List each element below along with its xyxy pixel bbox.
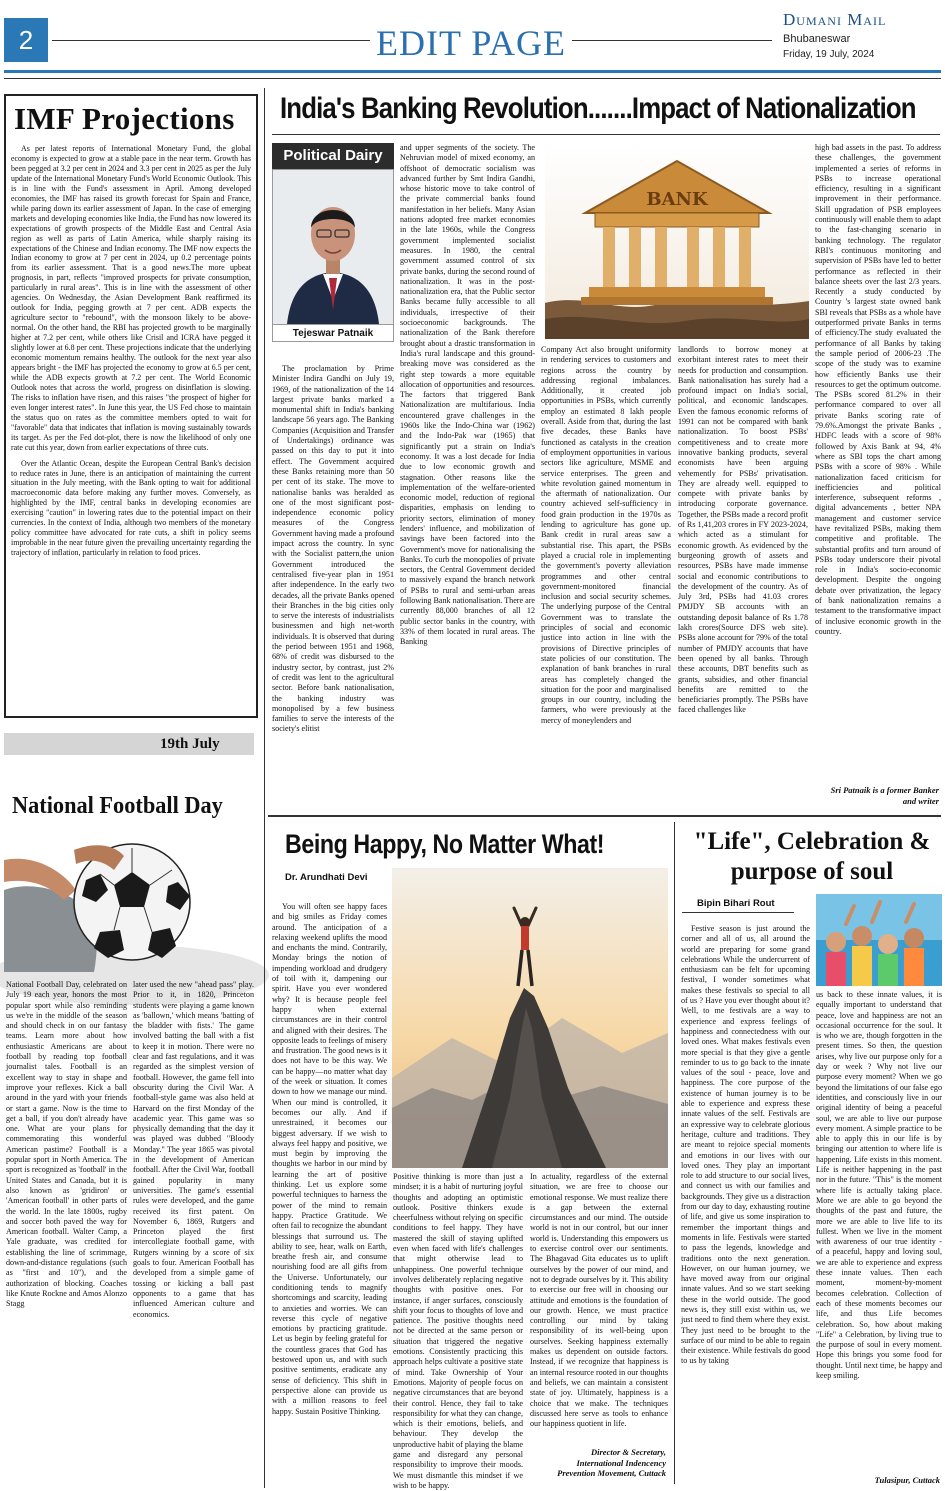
- life-col-2: [816, 990, 942, 1470]
- banking-title-rule: [272, 134, 940, 135]
- life-signature: Tulasipur, Cuttack: [874, 1475, 940, 1485]
- column-divider: [674, 822, 675, 1484]
- football-date: 19th July: [160, 736, 220, 752]
- happy-col-1: [272, 902, 387, 1483]
- football-col-1: [6, 980, 127, 1483]
- happy-paragraph: You will often see happy faces and big smiles as Friday comes around. The anticipation of a relaxing weekend uplifts the mood and enchants the mind. Contrarily, Monday brings the notion of impending workload and drudgery of toil with it, dampening our spirit. Have you ever wondered why? It is because people feel happy when external circumstances are in their control and aligned with their desires. The opposite leads to feelings of misery and frustration. The good news is it does not have to be this way. We can be happy—no matter what day of the week or situation. It comes down to how we manage our mind. When our mind is controlled, it becomes our ally. And if unrestrained, it becomes our biggest adversary. If we wish to always feel happy and positive, we must begin by improving the thoughts we harbor in our mind by learning the art of positive thinking. Let us explore some powerful techniques to harness the power of the mind to remain happy. Practice Gratitude. We often fail to recognize the abundant blessings that surround us. The ability to see, hear, walk on Earth, breathe fresh air, and consume nourishing food are all gifts from the Universe. Unfortunately, our conditioning tends to magnify shortcomings and scarcity, leading to anxieties and worries. We can reverse this cycle of negative emotions by practicing gratitude. Let us begin by feeling grateful for the countless graces that God has bestowed upon us, and with such positive sentiments, eradicate any sense of deficiency. This shift in perspective alone can provide us with a million reasons to feel happy. Sustain Positive Thinking.: [272, 902, 387, 1416]
- banking-paragraph: The proclamation by Prime Minister Indira Gandhi on July 19, 1969, of the nationalization of the 14 largest private banks marked a monumental shift in India's banking landscape 56 years ago. The Banking Companies (Acquisition and Transfer of Undertakings) ordinance was passed on this day to put it into effect. The Government acquired these Banks retaining more than 50 per cent of its stake. The move to nationalise banks was heralded as one of the most significant post-independence economic policy measures of the Congress Government having made a profound impact across the country. In sync with the Socialist pattern,the union Government introduced the centralised five-year plan in 1951 after independence. In the early two decades, all the private Banks opened their Branches in the big cities only to serve the interests of industrialists businessmen and high net-worth individuals. It is observed that during the period between 1951 and 1968, 68% of credit was disbursed to the industry sector, by contrast, just 2% of credit was lent to the agricultural sector. Before bank nationalisation, the banking industry was monopolised by a few business families to serve the interests of the society's elitist: [272, 364, 394, 734]
- football-title: National Football Day: [12, 793, 223, 819]
- happy-signature-line: International Indencency: [576, 1457, 666, 1468]
- header-rule: [4, 78, 941, 79]
- life-title: "Life", Celebration & purpose of soul: [693, 828, 931, 885]
- happy-signature: [530, 1447, 666, 1479]
- happy-paragraph: In actuality, regardless of the external situation, we are free to choose our emotional response. We must realize there is a gap between the external circumstances and our mind. The outside world is not in our control, but our inner world is. Understanding this empowers us to exercise control over our sentiments. The Bhagavad Gita educates us to uplift ourselves by the power of our mind, and not to degrade ourselves by it. This ability to exercise our free will in choosing our attitude and emotions is the foundation of our growth. Hence, we must practice controlling our mind by taking responsibility of its well-being upon ourselves. Seeking happiness externally makes us dependent on outside factors. Instead, if we recognize that happiness is an internal resource rooted in our thoughts and beliefs, we can maintain a consistent state of joy. Ultimately, happiness is a choice that we make. The techniques discussed here serve as tools to enhance our happiness quotient in life.: [530, 1172, 668, 1429]
- masthead: Dumani Mail: [783, 10, 887, 29]
- banking-paragraph: landlords to borrow money at exorbitant interest rates to meet their needs for production and consumption. Bank nationalisation has surely had a profound impact on India's social, political, and economic landscapes. Even the famous economic reforms of 1991 can not be compared with bank nationalization. To boost PSBs' competitiveness and to create more innovative banking products, several economists have been arguing vehemently for PSBs' privatisation. They are already well. equipped to compete with private banks by introducing corporate governance. Together, the PSBs made a record profit of Rs 1,41,203 crores in FY 2023-2024, which acted as a stimulant for economic growth. As evidenced by the burgeoning growth of assets and resources, PSBs have made immense social and economic contributions to the development of the country. As of July 3rd, PSBs had 41.03 crores PMJDY SB accounts with an outstanding deposit balance of Rs 1.78 lakh crores(Source DFS web site). PSBs alone account for 79% of the total number of PMJDY accounts that have been opened by all banks. Through these accounts, DBT benefits such as grants, subsidies, and other financial benefits are remitted to the beneficiaries promptly. The PSBs have faced challenges like: [678, 345, 808, 715]
- life-author: Bipin Bihari Rout: [697, 898, 775, 909]
- happy-signature-line: Prevention Movement, Cuttack: [557, 1468, 666, 1478]
- happy-author: Dr. Arundhati Devi: [285, 872, 368, 883]
- life-col-1: [681, 924, 810, 1483]
- happy-title: Being Happy, No Matter What!: [285, 829, 605, 859]
- life-paragraph: us back to these innate values, it is equally important to understand that peace, love and happiness are not an occasional occurrence for the soul. It is who we are, though forgotten in the present times. So then, the question arises, why live our purpose only for a day or week ? Why not live our purpose every moment? When we go beyond the limitations of our false ego identities, and consciously live in our original identity of being a peaceful soul, we are able to live our purpose every moment. A simple practice to be able to apply this in our life is by bringing our attention to where life is happening. Life exists in this moment. Life is neither happening in the past nor in the future. "This" is the moment where life is actually taking place. More we are able to go beyond the thoughts of the past and future, the more we are able to live life to its fullest. When we live in the moment with awareness of our true identity - of a peaceful, happy and loving soul, we are able to experience and express these innate values. Then each moment, moment-by-moment becomes celebration. Collection of each of these moments becomes our life, and thus Life becomes celebration. So, how about making "Life" a Celebration, by living true to the purpose of soul in every moment. Hope this brings you some food for thought. Until next time, be happy and keep smiling.: [816, 990, 942, 1380]
- imf-body: [11, 144, 251, 604]
- life-byline-rule: [682, 912, 794, 913]
- happy-paragraph: Positive thinking is more than just a mindset; it is a habit of nurturing joyful thoughts and adopting an optimistic outlook. Positive thinkers exude cheerfulness without relying on specific conditions to feel happy. They have mastered the skill of staying uplifted even when faced with life's challenges that might otherwise lead to unhappiness. One powerful technique involves deliberately replacing negative thoughts with positive ones. For instance, if anger surfaces, consciously shift your focus to thoughts of love and patience. The positive thoughts need not be directed at the same person or situation that triggered the negative emotions. Consistently practicing this approach helps cultivate a positive state of mind. Take Ownership of Your Emotions. Majority of people focus on negative circumstances that are beyond their control. Hence, they fail to take responsibility for what they can change, which is their emotions, beliefs, and behaviour. They develop the unproductive habit of playing the blame game and disregard any personal responsibility to improve their moods. We must dismantle this mindset if we wish to be happy.: [393, 1172, 523, 1490]
- banking-col-3: [541, 345, 671, 808]
- page-number: 2: [4, 18, 48, 62]
- imf-paragraph: Over the Atlantic Ocean, despite the European Central Bank's decision to reduce rates in June, there is an anticipation of maintaining the current situation in the July meeting, with the Bank opting to wait for additional macroeconomic data before making any further moves. Conversely, as highlighted by the IMF, central banks in developing economies are exercising "caution" in lowering rates due to the potential impact on their currencies. In the context of India, although two members of the monetary policy committee have advocated for rate cuts, a shift in policy seems improbable in the near future given the prevailing uncertainty regarding the trajectory of inflation, particularly in relation to food prices.: [11, 458, 251, 558]
- football-col-2: [133, 980, 254, 1483]
- banking-author: Tejeswar Patnaik: [272, 325, 394, 342]
- happy-signature-line: Director & Secretary,: [591, 1447, 666, 1457]
- happy-image: [392, 868, 668, 1168]
- banking-col-1: [272, 364, 394, 808]
- happy-col-2: [393, 1172, 523, 1490]
- section-title: EDIT PAGE: [376, 23, 567, 63]
- issue-date: Friday, 19 July, 2024: [783, 49, 875, 60]
- banking-signature-line: and writer: [902, 795, 939, 806]
- bank-illustration: [545, 143, 809, 339]
- banking-title: India's Banking Revolution.......Impact of Nationalization: [280, 92, 916, 125]
- header-rule-right: [572, 40, 772, 41]
- banking-col-2: [400, 143, 535, 808]
- banking-signature: [815, 785, 939, 806]
- football-paragraph: later used the new "ahead pass" play. Prior to it, in 1820, Princeton students were playing a game known as 'ballown,' which means 'batting of the bladder with fists.' The game involved batting the ball with a fist to keep it in motion. There were no clear and fast regulations, and it was regarded as the simplest version of football. However, the game fell into obscurity during the Civil War. A football-style game was also held at Harvard on the first Monday of the academic year. This game was so physically demanding that the day it was played was dubbed "Bloody Monday." The year 1865 was pivotal in the development of American football. After the Civil War, football gained popularity in many universities. The game's essential rules were developed, and the game received its first patent. On November 6, 1869, Rutgers and Princeton played the first intercollegiate football game, with Rutgers winning by a score of six goals to four. American Football has developed from a simple game of tossing or kicking a ball past opponents to a game that has influenced American culture and economics.: [133, 980, 254, 1319]
- political-dairy-label: Political Dairy: [272, 143, 394, 169]
- column-divider: [264, 88, 265, 1488]
- banking-col-5: [815, 143, 941, 755]
- banking-paragraph: Company Act also brought uniformity in rendering services to customers and regions across the country by addressing regional imbalances. Additionally, it created job opportunities in PSBs, which currently employ an estimated 8 lakh people overall. Aside from that, during the last five decades, these Banks have functioned as catalysts in the creation of employment opportunities in various sectors like agriculture, MSME and service enterprises. The green and white revolution gained momentum in the aftermath of nationalization. Our country achieved self-sufficiency in food grain production in the 1970s as lending to agriculture has gone up. Bank credit in rural areas saw a substantial rise. This apart, the PSBs played a crucial role in implementing the government's poverty alleviation programmes and other central government-monitored financial inclusion and social security schemes. The underlying purpose of the Central Government was to translate the principles of social and economic justice into action in line with the provisions of Directive principles of state policies of our constitution. The explanation of bank branches in rural areas has completely changed the situation for the poor and marginalised groups in our country, including the farmers, who were previously at the mercy of moneylenders and: [541, 345, 671, 725]
- imf-paragraph: As per latest reports of International Monetary Fund, the global economy is expected to grow at a stable pace in the near term. Growth has been pegged at 3.2 per cent in 2024 and 3.3 per cent in 2025 as per the July update of the International Monetary Fund's World Economic Outlook. This is in line with the Fund's assessment in April. Among developed economies, the IMF has raised its growth forecast for Spain and France, while paring down its earlier assessment of Japan. In the case of emerging markets and developing economies like India, the Fund has now lowered its expectations of growth prospects of the Middle East and Central Asia region as well as parts of Latin America, while sharply raising its expectations of the Chinese and Indian economy. The IMF now expects the Indian economy to grow at 7 per cent in 2024, up 0.2 percentage points from its earlier assessment. That is a good news.The more upbeat prognosis, in part, reflects "improved prospects for private consumption, particularly in rural areas". This is in line with the assessment of other agencies. On Wednesday, the Asian Development Bank reaffirmed its outlook for India, pegging growth at 7 per cent. ADB expects the agriculture sector to "rebound", with the monsoon likely to be above-normal. On the other hand, the RBI has projected growth to be marginally higher at 7.2 per cent, while others like Crisil and ICRA have pegged it slightly lower at 6.8 per cent. These projections indicate that the underlying economic momentum remains healthy. The outlook for the next year also appears bright - the IMF has projected the economy to grow at 6.5 per cent, while the ADB expects growth at 7.2 per cent. The World Economic Outlook notes that across the world, progress on disinflation is slowing. The risks to inflation have risen, and this raises "the prospect of higher for even longer interest rates". In June this year, the US Fed chose to maintain the status quo on rates as the committee members opted to wait for "favorable" data that indicates that inflation is moving sustainably towards its target. As per the Fed dot-plot, there is now the likelihood of only one rate cut this year, down from earlier expectations of three cuts.: [11, 144, 251, 452]
- football-paragraph: National Football Day, celebrated on July 19 each year, honors the most popular sport while also reminding us we're in the middle of the season and should check in on our fantasy teams. Learn more about how enthusiastic Americans are about football by reading top football journalist tales. Football is an excellent way to stay in shape and improve your reflexes. Kick a ball around in the yard with your friends or start a game. Now is the time to get a ball, if you don't already have one. What are your plans for commemorating this wonderful American pastime? Football is a popular sport in North America. The sport is recognized as 'football' in the United States and Canada, but it is also known as 'gridiron' or 'American football' in other parts of the world. In the late 1800s, rugby and soccer both paved the way for American football. Walter Camp, a Yale graduate, was credited for establishing the line of scrimmage, down-and-distance regulations (such as "first and 10"), and the authorization of blocking. Coaches like Knute Rockne and Amos Alonzo Stagg: [6, 980, 127, 1309]
- banking-col-4: [678, 345, 808, 808]
- happy-col-3: [530, 1172, 668, 1432]
- football-image: [4, 830, 254, 972]
- life-image: [816, 894, 942, 986]
- banking-paragraph: high bad assets in the past. To address these challenges, the government implemented a series of reforms in PSBs to increase operational efficiency, resulting in a significant improvement in their performance. Skill upgradation of PSB employees continuously will enable them to adapt to the fast-changing scenario in banking technology. The regulator RBI's continuous monitoring and supervision of PSBs have led to better performance as reflected in their balance sheets over the last 2/3 years. Recently a study conducted by Country 's largest state owned bank SBI reveals that PSBs as a whole have outperformed private Banks in terms of efficiency.The study evaluated the performance of all Banks by taking the sample period of 2006-23 .The scope of the study was to examine how efficiently Banks use their resources to get the optimum outcome. The PSBs scored 81.2% in their performance compared to over all private Banks scoring rate of 79.6%.Amongst the private Banks , HDFC leads with a score of 98% followed by Axis Bank at 94, 4% where as SBI tops the chart among PSBs with a score of 98% . While nationalization faced criticism for inefficiencies and political interference, subsequent reforms , digital advancements , better NPA management and customer service have revitalized PSBs, making them competitive and profitable. The substantial profits and turn around of PSBs today underscore their pivotal role in India's socio-economic development. Despite the ongoing debate over privatization, the legacy of bank nationalization remains a testament to the transformative impact of inclusive economic growth in the country.: [815, 143, 941, 636]
- author-portrait: [272, 169, 394, 325]
- banking-signature-line: Sri Patnaik is a former Banker: [830, 785, 939, 795]
- banking-paragraph: and upper segments of the society. The Nehruvian model of mixed economy, an offshoot of democratic socialism was advanced further by Smt Indira Gandhi, whose historic move to take control of the private commercial banks found manifestation in her beliefs. Many Asian nations adopted free market economies in the late 1960s, while the Congress government implemented socialist measures. In 1980, the central government assumed control of six private banks, during the second round of nationalization. It was in the post-nationalization era, that the Public sector Banks became fully accessible to all individuals, irrespective of their socioeconomic backgrounds. The nationalization of the Bank therefore brought about a drastic transformation in India's rural landscape and this ground-breaking move was considered as the right step towards a more equitable allocation of opportunities and resources. The factors that triggered Bank Nationalization are multifarious. India encountered grave challenges in the 1960s like the Indo-China war (1962) and the Indo-Pak war (1965) that significantly put a strain on India's economy. It was a lost decade for India due to low economic growth and stagnation. Other reasons like the implementation of the welfare-oriented economic model, reduction of regional disparities, emphasis on lending to priority sectors, elimination of money lenders' influence, and mobilization of savings have been factored into the Government's move for nationalising the Banks. To curb the monopolies of private sectors, the Central Government decided to massively expand the branch network of PSBs to rural and semi-urban areas following Bank nationalisation. There are currently 88,000 branches of all 12 public sector banks in the country, with 33% of them located in rural areas. The Banking: [400, 143, 535, 647]
- city: Bhubaneswar: [783, 33, 851, 45]
- life-paragraph: Festive season is just around the corner and all of us, all around the world are preparing for some grand celebrations While the undercurrent of enthusiasm can be felt for upcoming festival, I wonder sometimes what makes these festivals so special to all of us ? Have you ever thought about it? Well, to me festivals are a way to experience and express feelings of happiness and connectedness with our loved ones. What makes festivals even more special is that they give a gentle reminder to us to go back to the innate values of the soul - peace, love and happiness. The core purpose of the existence of human journey is to be able to experience and express these innate values of the self. Festivals are an expressive way to celebrate glorious heritage, culture and traditions. They are meant to rejoice special moments and emotions in our lives with our loved ones. They play an important role to add structure to our social lives, and connect us with our families and backgrounds. They give us a distraction from our day to day, exhausting routine of life, and give us some inspiration to remember the important things and moments in life. Festivals were started to pass the legends, knowledge and traditions onto the next generation. However, on our human journey, we have moved away from our original innate values. And so we start seeking these in the world outside. The good news is, they still exist within us, we just need to find them where they exist. They just need to be brought to the surface of our mind to be able to regain their existence. While festivals do good to us by taking: [681, 924, 810, 1366]
- header-bar: [4, 70, 941, 73]
- imf-title: IMF Projections: [14, 101, 235, 136]
- section-rule: [268, 815, 941, 817]
- header-rule-left: [52, 40, 370, 41]
- bank-sign-text: BANK: [646, 189, 708, 210]
